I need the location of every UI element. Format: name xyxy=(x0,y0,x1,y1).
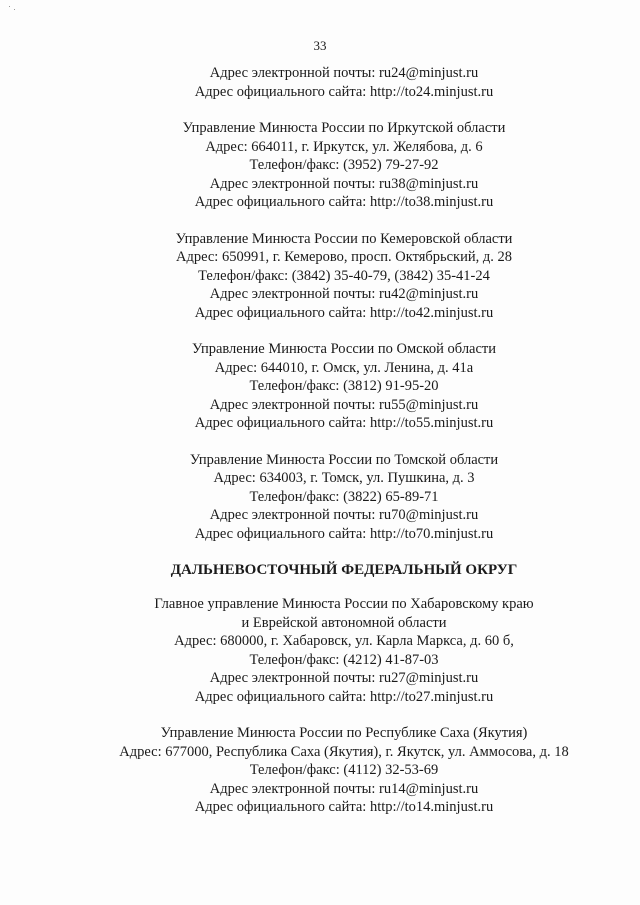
website-line: Адрес официального сайта: http://to27.minjust.ru xyxy=(194,688,494,705)
email-line: Адрес электронной почты: ru55@minjust.ru xyxy=(209,396,479,413)
email-line: Адрес электронной почты: ru27@minjust.ru xyxy=(209,670,479,686)
address-line: Адрес: 634003, г. Томск, ул. Пушкина, д. 3 xyxy=(213,470,475,486)
khabarovsk-office-block xyxy=(60,595,628,706)
scan-speck xyxy=(14,9,15,10)
address-line: Адрес: 677000, Республика Саха (Якутия), г. Якутск, ул. Аммосова, д. 18 xyxy=(119,743,569,760)
phone-line: Телефон/факс: (3822) 65-89-71 xyxy=(249,488,439,505)
phone-line: Телефон/факс: (4112) 32-53-69 xyxy=(249,762,439,778)
phone-line: Телефон/факс: (3812) 91-95-20 xyxy=(249,378,439,394)
yakutia-office-block xyxy=(60,724,628,817)
district-heading: ДАЛЬНЕВОСТОЧНЫЙ ФЕДЕРАЛЬНЫЙ ОКРУГ xyxy=(170,562,518,578)
tomsk-office-block xyxy=(60,451,628,544)
website-line: Адрес официального сайта: http://to38.minjust.ru xyxy=(194,194,494,210)
phone-line: Телефон/факс: (4212) 41-87-03 xyxy=(249,651,439,668)
website-line: Адрес официального сайта: http://to14.minjust.ru xyxy=(194,799,494,815)
email-line: Адрес электронной почты: ru24@minjust.ru xyxy=(209,65,479,81)
address-line: Адрес: 644010, г. Омск, ул. Ленина, д. 41а xyxy=(214,359,474,376)
office-title: Управление Минюста России по Томской области xyxy=(189,451,499,468)
kemerovo-office-block xyxy=(60,230,628,323)
office-title: Управление Минюста России по Кемеровской области xyxy=(175,230,513,247)
scan-speck xyxy=(9,6,10,7)
email-line: Адрес электронной почты: ru14@minjust.ru xyxy=(209,780,479,797)
omsk-office-block xyxy=(60,340,628,433)
page-number: 33 xyxy=(313,38,327,53)
office-title-continuation: и Еврейской автономной области xyxy=(241,614,447,631)
address-line: Адрес: 680000, г. Хабаровск, ул. Карла Маркса, д. 60 б, xyxy=(174,633,514,649)
phone-line: Телефон/факс: (3952) 79-27-92 xyxy=(249,157,439,173)
email-line: Адрес электронной почты: ru70@minjust.ru xyxy=(209,507,479,523)
address-line: Адрес: 664011, г. Иркутск, ул. Желябова, д. 6 xyxy=(205,138,483,155)
scan-specks xyxy=(8,4,18,14)
website-line: Адрес официального сайта: http://to55.minjust.ru xyxy=(194,415,494,431)
office-title: Главное управление Минюста России по Хабаровскому краю xyxy=(154,596,534,612)
website-line: Адрес официального сайта: http://to24.minjust.ru xyxy=(194,83,494,100)
website-line: Адрес официального сайта: http://to42.minjust.ru xyxy=(194,304,494,321)
office-title: Управление Минюста России по Иркутской области xyxy=(182,120,506,136)
email-line: Адрес электронной почты: ru38@minjust.ru xyxy=(209,175,479,192)
address-line: Адрес: 650991, г. Кемерово, просп. Октябрьский, д. 28 xyxy=(175,249,513,265)
office-title: Управление Минюста России по Омской области xyxy=(191,341,497,357)
email-line: Адрес электронной почты: ru42@minjust.ru xyxy=(209,286,479,302)
document-body xyxy=(60,64,628,835)
office-title: Управление Минюста России по Республике Саха (Якутия) xyxy=(160,725,528,741)
phone-line: Телефон/факс: (3842) 35-40-79, (3842) 35-41-24 xyxy=(198,267,490,284)
krasnoyarsk-continuation-block xyxy=(60,64,628,101)
website-line: Адрес официального сайта: http://to70.minjust.ru xyxy=(194,525,494,542)
irkutsk-office-block xyxy=(60,119,628,212)
